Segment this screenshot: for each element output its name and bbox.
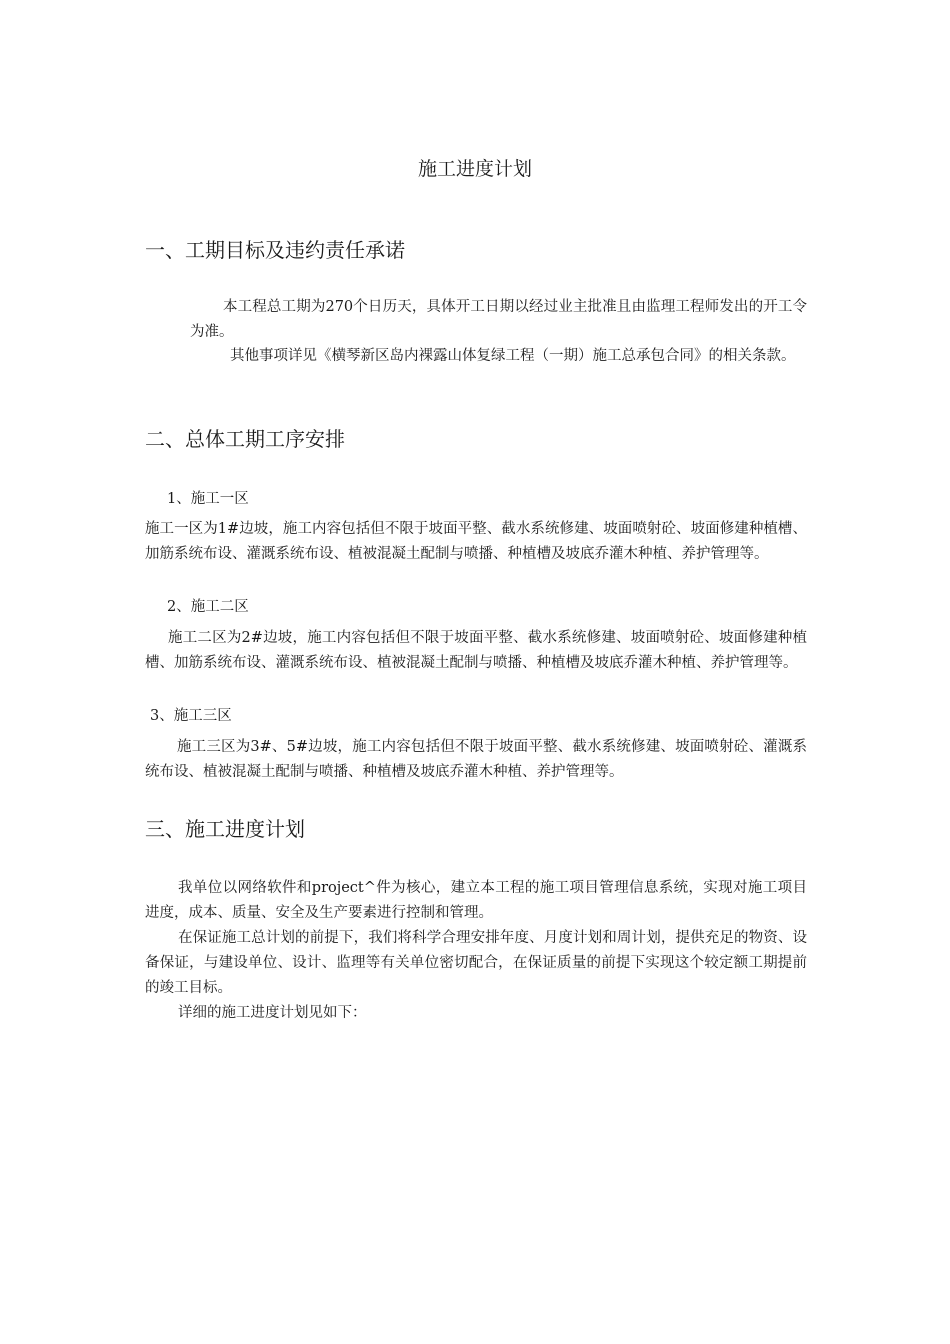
subsection-label-3: 3、施工三区 (150, 708, 232, 724)
subsection-label-1: 1、施工一区 (167, 491, 249, 507)
section3-paragraph-3: 详细的施工进度计划见如下： (178, 1005, 367, 1021)
section3-paragraph-2: 在保证施工总计划的前提下，我们将科学合理安排年度、月度计划和周计划，提供充足的物资、设备保证，与建设单位、设计、监理等有关单位密切配合，在保证质量的前提下实现这个较定额工期提前的竣工目标。 (145, 930, 807, 996)
subsection-text-3: 施工三区为3#、5#边坡，施工内容包括但不限于坡面平整、截水系统修建、坡面喷射砼、灌溉系统布设、植被混凝土配制与喷播、种植槽及坡底乔灌木种植、养护管理等。 (145, 739, 807, 780)
subsection-text-1: 施工一区为1#边坡，施工内容包括但不限于坡面平整、截水系统修建、坡面喷射砼、坡面修建种植槽、加筋系统布设、灌溉系统布设、植被混凝土配制与喷播、种植槽及坡底乔灌木种植、养护管理等。 (145, 521, 807, 562)
section3-paragraph-1: 我单位以网络软件和project^件为核心，建立本工程的施工项目管理信息系统，实现对施工项目进度，成本、质量、安全及生产要素进行控制和管理。 (145, 880, 807, 921)
subsection-label-2: 2、施工二区 (167, 599, 249, 615)
section-heading-1: 一、工期目标及违约责任承诺 (145, 238, 405, 262)
section-heading-2: 二、总体工期工序安排 (145, 427, 345, 451)
page-title: 施工进度计划 (417, 158, 532, 180)
section1-paragraph-2: 其他事项详见《横琴新区岛内裸露山体复绿工程（一期）施工总承包合同》的相关条款。 (230, 348, 796, 364)
section1-paragraph-1: 本工程总工期为270个日历天，具体开工日期以经过业主批准且由监理工程师发出的开工令为准。 (190, 299, 807, 340)
subsection-text-2: 施工二区为2#边坡，施工内容包括但不限于坡面平整、截水系统修建、坡面喷射砼、坡面修建种植槽、加筋系统布设、灌溉系统布设、植被混凝土配制与喷播、种植槽及坡底乔灌木种植、养护管理等。 (145, 630, 807, 671)
section-heading-3: 三、施工进度计划 (145, 817, 305, 841)
